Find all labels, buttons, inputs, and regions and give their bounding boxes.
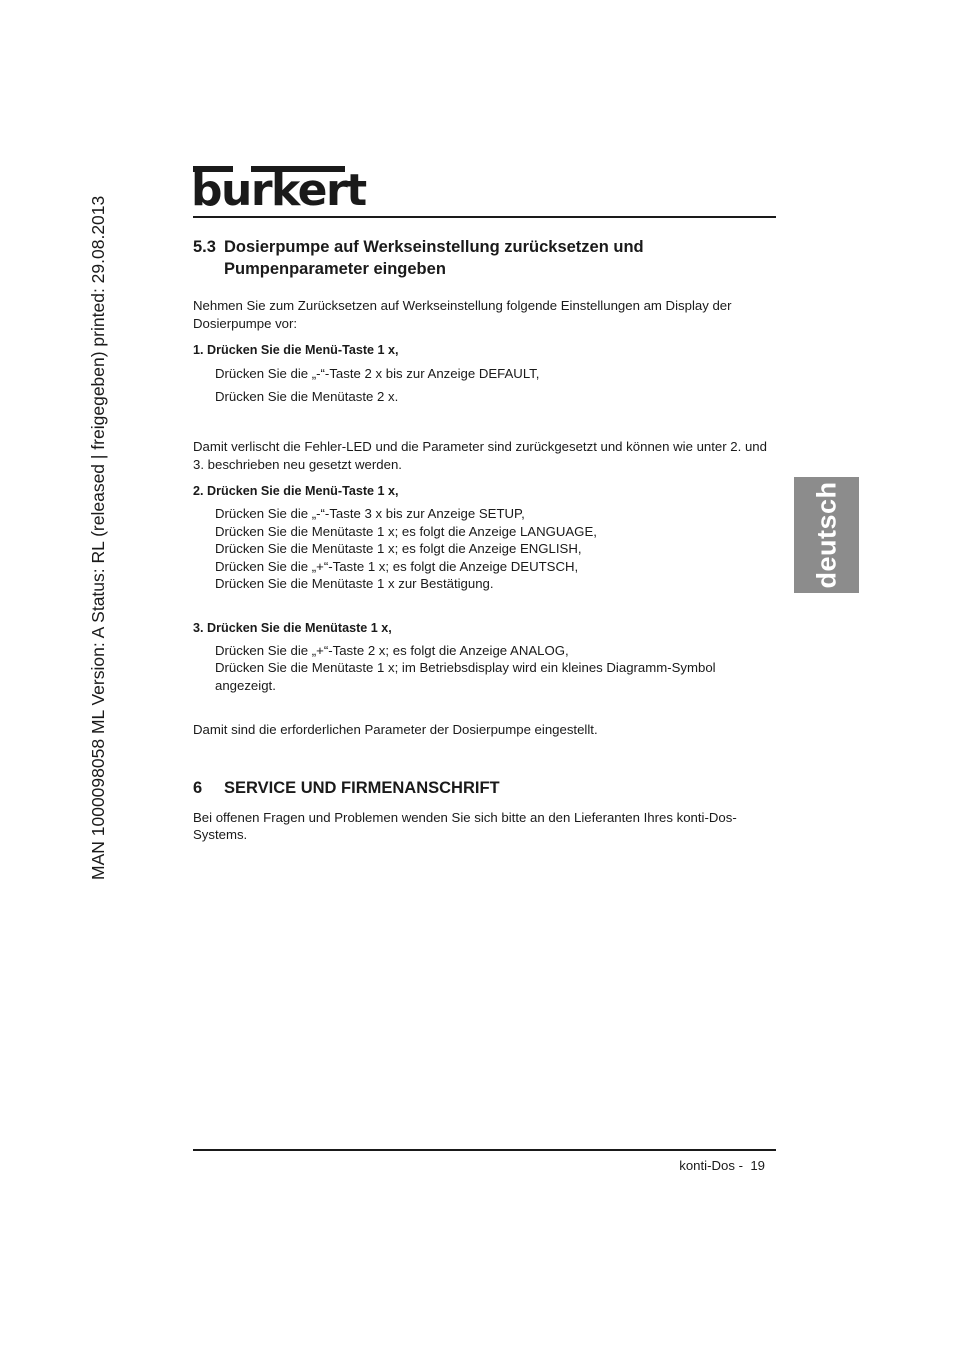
section-title: SERVICE UND FIRMENANSCHRIFT: [224, 778, 500, 797]
step-3-list: [193, 642, 776, 695]
page-number: 19: [750, 1158, 765, 1173]
after-step-1-paragraph: Damit verlischt die Fehler-LED und die Parameter sind zurückgesetzt und können wie unter 2. und 3. beschrieben neu gesetzt werden.: [193, 439, 767, 472]
step-2-heading: 2. Drücken Sie die Menü-Taste 1 x,: [193, 484, 399, 498]
step-line: Drücken Sie die „-“-Taste 2 x bis zur Anzeige DEFAULT,: [215, 366, 540, 381]
step-line: Drücken Sie die Menütaste 1 x; im Betriebsdisplay wird ein kleines Diagramm-Symbol angezeigt.: [215, 660, 716, 693]
logo-wordmark: burkert: [191, 165, 366, 216]
step-line: Drücken Sie die Menütaste 1 x; es folgt die Anzeige LANGUAGE,: [215, 523, 597, 539]
step-1-heading: 1. Drücken Sie die Menü-Taste 1 x,: [193, 343, 399, 357]
intro-paragraph: Nehmen Sie zum Zurücksetzen auf Werkseinstellung folgende Einstellungen am Display der Dosierpumpe vor:: [193, 298, 732, 331]
service-paragraph: Bei offenen Fragen und Problemen wenden Sie sich bitte an den Lieferanten Ihres konti-Dos-Systems.: [193, 809, 737, 842]
step-line: Drücken Sie die Menütaste 1 x; es folgt die Anzeige ENGLISH,: [215, 541, 582, 556]
header-rule: [193, 216, 776, 218]
section-6-heading: [193, 777, 776, 799]
step-line: Drücken Sie die „+“-Taste 1 x; es folgt die Anzeige DEUTSCH,: [215, 558, 579, 574]
page-footer: [560, 1157, 765, 1175]
section-title-line1: Dosierpumpe auf Werkseinstellung zurücksetzen und: [224, 238, 644, 256]
step-line: Drücken Sie die „+“-Taste 2 x; es folgt die Anzeige ANALOG,: [215, 642, 569, 658]
language-tab-label: deutsch: [811, 481, 841, 589]
section-5-3-heading: [193, 236, 776, 280]
step-line: Drücken Sie die Menütaste 1 x zur Bestätigung.: [215, 576, 494, 591]
document-status-margin-note: MAN 1000098058 ML Version: A Status: RL (released | freigegeben) printed: 29.08.2013: [88, 195, 108, 880]
step-1-list: [193, 365, 776, 405]
footer-doc-name: konti-Dos -: [679, 1158, 743, 1173]
section-number: 6: [193, 778, 203, 797]
closing-paragraph: Damit sind die erforderlichen Parameter der Dosierpumpe eingestellt.: [193, 722, 598, 737]
footer-rule: [193, 1149, 776, 1151]
step-line: Drücken Sie die „-“-Taste 3 x bis zur Anzeige SETUP,: [215, 506, 525, 521]
step-line: Drücken Sie die Menütaste 2 x.: [215, 388, 399, 404]
page-content: [193, 236, 776, 844]
step-2-list: [193, 505, 776, 593]
section-number: 5.3: [193, 238, 216, 256]
language-tab: [794, 477, 859, 593]
section-title-line2: Pumpenparameter eingeben: [224, 260, 446, 278]
step-3-heading: 3. Drücken Sie die Menütaste 1 x,: [193, 620, 392, 635]
